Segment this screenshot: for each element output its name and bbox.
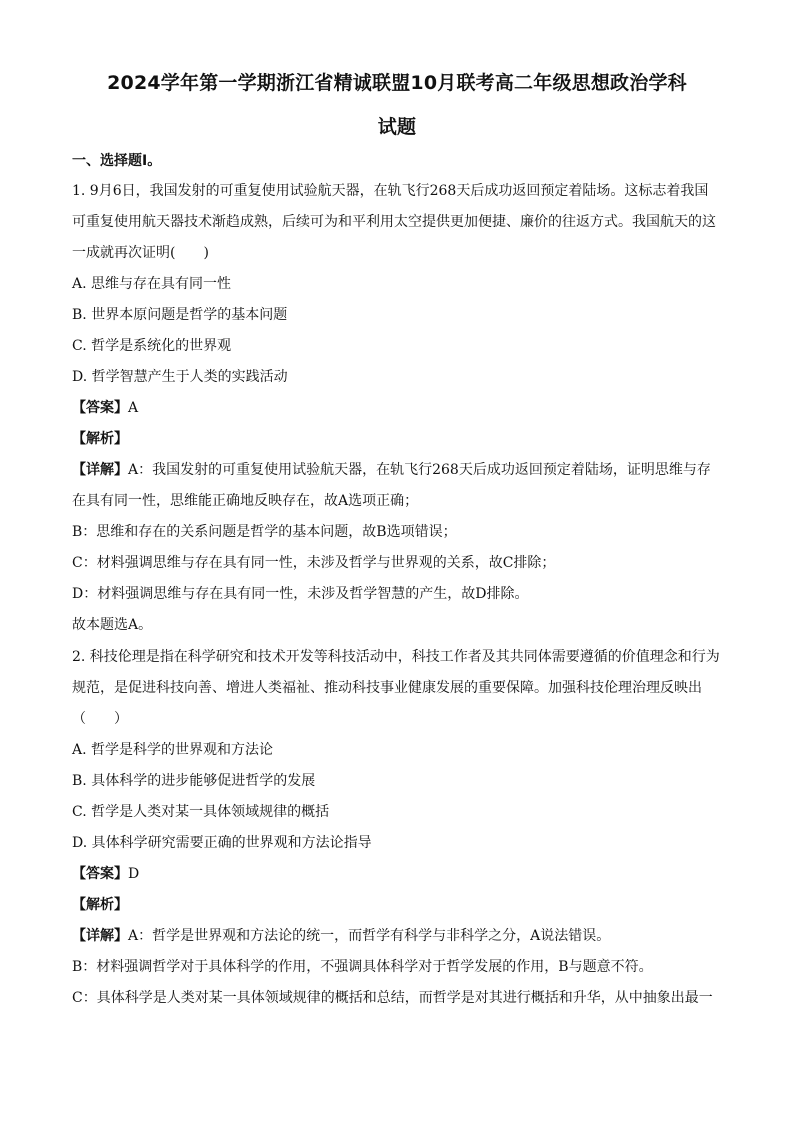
q1-detail-line-2: 在具有同一性，思维能正确地反映存在，故A选项正确； bbox=[72, 493, 419, 509]
q2-answer bbox=[72, 864, 139, 884]
q1-stem-line-1: 1. 9月6日，我国发射的可重复使用试验航天器，在轨飞行268天后成功返回预定着陆场。这标志着我国 bbox=[72, 183, 709, 199]
q2-option-a: A. 哲学是科学的世界观和方法论 bbox=[72, 742, 274, 758]
q2-analysis-tag: 【解析】 bbox=[72, 897, 128, 913]
q1-answer bbox=[72, 398, 138, 418]
q2-stem-line-1: 2. 科技伦理是指在科学研究和技术开发等科技活动中，科技工作者及其共同体需要遵循的价值理念和行为 bbox=[72, 649, 720, 665]
detail-tag: 【详解】 bbox=[72, 928, 128, 944]
document-title: 2024学年第一学期浙江省精诚联盟10月联考高二年级思想政治学科 bbox=[107, 72, 687, 94]
detail-tag: 【详解】 bbox=[72, 462, 128, 478]
q2-stem-line-3: （ ） bbox=[72, 711, 128, 727]
q2-detail-line-2: B：材料强调哲学对于具体科学的作用，不强调具体科学对于哲学发展的作用，B与题意不符。 bbox=[72, 959, 653, 975]
q1-option-b: B. 世界本原问题是哲学的基本问题 bbox=[72, 307, 288, 323]
answer-value: D bbox=[128, 866, 140, 882]
q1-stem-line-3: 一成就再次证明( ) bbox=[72, 245, 209, 261]
q2-option-b: B. 具体科学的进步能够促进哲学的发展 bbox=[72, 773, 316, 789]
q1-detail-line-3: B：思维和存在的关系问题是哲学的基本问题，故B选项错误； bbox=[72, 524, 457, 540]
q2-option-d: D. 具体科学研究需要正确的世界观和方法论指导 bbox=[72, 835, 372, 851]
q1-detail-line-1 bbox=[72, 460, 711, 480]
document-title-continued: 试题 bbox=[377, 116, 417, 138]
q1-stem-line-2: 可重复使用航天器技术渐趋成熟，后续可为和平利用太空提供更加便捷、廉价的往返方式。我国航天的这 bbox=[72, 214, 716, 230]
q1-detail-line-5: D：材料强调思维与存在具有同一性，未涉及哲学智慧的产生，故D排除。 bbox=[72, 586, 529, 602]
answer-tag: 【答案】 bbox=[72, 400, 128, 416]
section-heading: 一、选择题Ⅰ。 bbox=[72, 153, 162, 169]
q2-option-c: C. 哲学是人类对某一具体领域规律的概括 bbox=[72, 804, 330, 820]
q1-detail-line-4: C：材料强调思维与存在具有同一性，未涉及哲学与世界观的关系，故C排除； bbox=[72, 555, 556, 571]
q1-option-d: D. 哲学智慧产生于人类的实践活动 bbox=[72, 369, 288, 385]
detail-text: A：哲学是世界观和方法论的统一，而哲学有科学与非科学之分，A说法错误。 bbox=[128, 928, 611, 944]
answer-tag: 【答案】 bbox=[72, 866, 128, 882]
answer-value: A bbox=[128, 400, 139, 416]
q1-conclusion: 故本题选A。 bbox=[72, 617, 153, 633]
q2-detail-line-1 bbox=[72, 926, 610, 946]
q2-stem-line-2: 规范，是促进科技向善、增进人类福祉、推动科技事业健康发展的重要保障。加强科技伦理治理反映出 bbox=[72, 680, 702, 696]
q1-option-c: C. 哲学是系统化的世界观 bbox=[72, 338, 232, 354]
q2-detail-line-3: C：具体科学是人类对某一具体领域规律的概括和总结，而哲学是对其进行概括和升华，从中抽象出最一 bbox=[72, 990, 713, 1006]
detail-text: A：我国发射的可重复使用试验航天器，在轨飞行268天后成功返回预定着陆场，证明思维与存 bbox=[128, 462, 711, 478]
q1-analysis-tag: 【解析】 bbox=[72, 431, 128, 447]
q1-option-a: A. 思维与存在具有同一性 bbox=[72, 276, 232, 292]
